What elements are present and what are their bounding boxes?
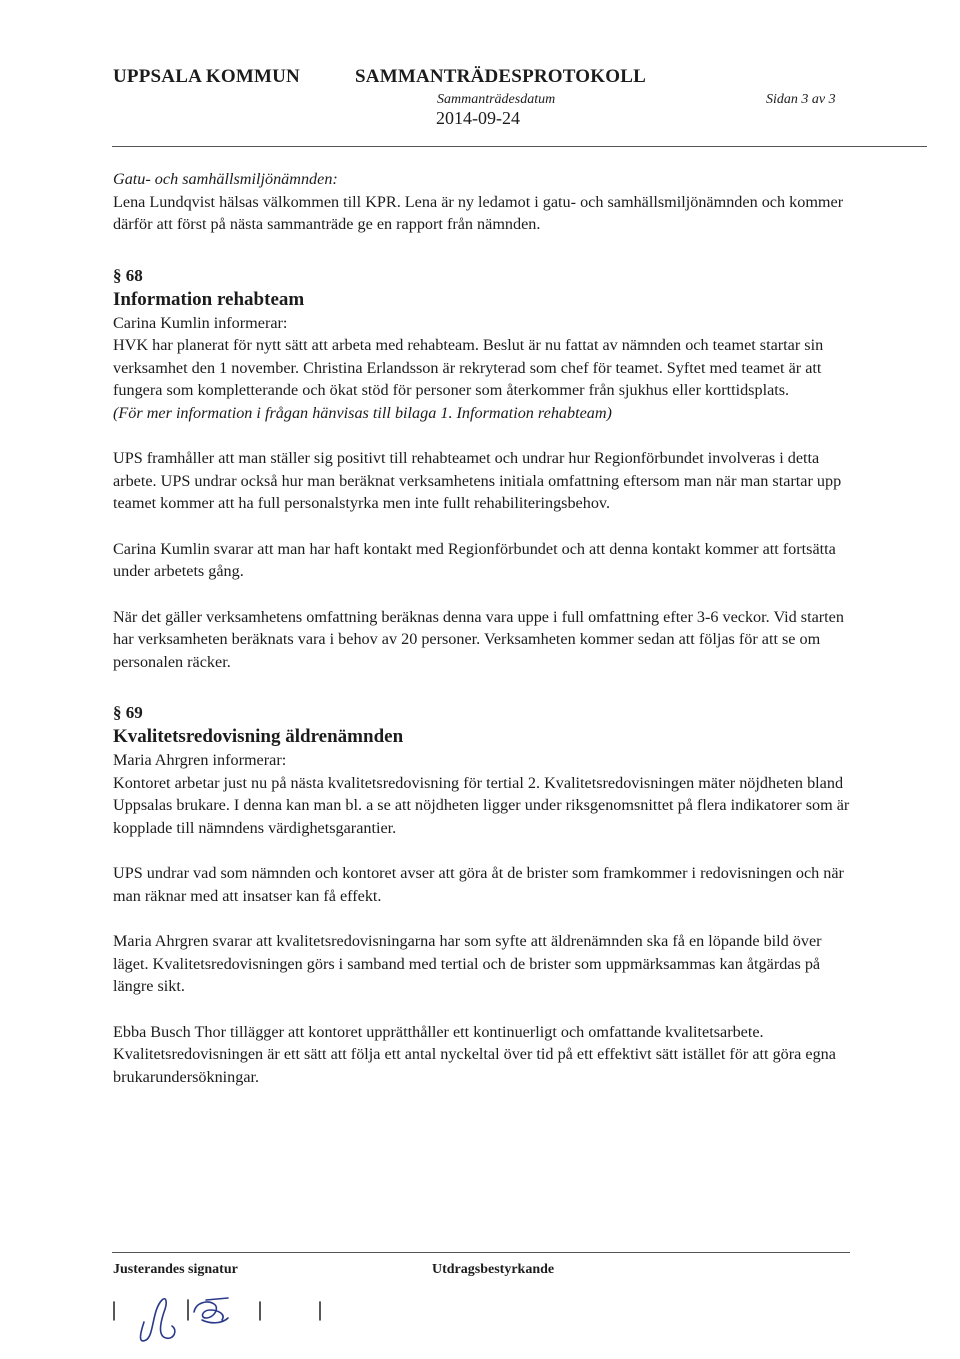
protocol-body [113, 168, 858, 1088]
signature-label: Justerandes signatur [113, 1262, 238, 1277]
spacer [113, 583, 858, 606]
section-69-presenter: Maria Ahrgren informerar: [113, 751, 287, 769]
section-68-presenter: Carina Kumlin informerar: [113, 313, 288, 332]
section-68-title: Information rehabteam [113, 288, 305, 310]
section-68-paragraph-1: HVK har planerat för nytt sätt att arbeta med rehabteam. Beslut är nu fattat av nämnden och teamet startar sin verksamhet den 1 november. Christina Erlandsson är rekryterad som chef för teamet. Syftet med teamet är att fungera som kompletterande och ökat stöd för personer som återkommer från sjukhus eller korttidsplats. [113, 336, 824, 399]
footer-divider [112, 1252, 850, 1253]
section-68-paragraph-2: UPS framhåller att man ställer sig positivt till rehabteamet och undrar hur Regionförbundet involveras i detta arbete. UPS undrar också hur man beräknat verksamhetens initiala omfattning eftersom man när man startar upp teamet kommer att ha full personalstyrka men inte fullt rehabiliteringsbehov. [113, 449, 842, 512]
section-68-note: (För mer information i frågan hänvisas till bilaga 1. Information rehabteam) [113, 403, 612, 422]
section-69-paragraph-1: Kontoret arbetar just nu på nästa kvalitetsredovisning för tertial 2. Kvalitetsredovisningen mäter nöjdheten bland Uppsalas brukare. I denna kan man bl. a se att nöjdheten ligger under riksgenomsnittet på flera indikatorer som är kopplade till nämndens värdighetsgarantier. [113, 773, 850, 837]
meeting-date: 2014-09-24 [436, 108, 520, 128]
section-68-paragraph-3: Carina Kumlin svarar att man har haft kontakt med Regionförbundet och att denna kontakt kommer att fortsätta under arbetets gång. [113, 539, 836, 580]
handwritten-signature [110, 1290, 350, 1350]
spacer [113, 515, 858, 538]
section-69-number: § 69 [113, 703, 143, 722]
section-69-paragraph-3: Maria Ahrgren svarar att kvalitetsredovisningarna har som syfte att äldrenämnden ska få en löpande bild över läget. Kvalitetsredovisningen görs i samband med tertial och de brister som uppmärksammas kan åtgärdas på längre sikt. [113, 932, 822, 995]
spacer [113, 998, 858, 1021]
header-divider [112, 146, 927, 147]
certification-label: Utdragsbestyrkande [432, 1262, 555, 1277]
spacer [113, 236, 858, 264]
section-69-title: Kvalitetsredovisning äldrenämnden [113, 726, 404, 747]
section-69-paragraph-2: UPS undrar vad som nämnden och kontoret avser att göra åt de brister som framkommer i redovisningen och när man räknar med att insatser kan få effekt. [113, 864, 844, 905]
page-number: Sidan 3 av 3 [766, 92, 836, 107]
section-69-paragraph-4: Ebba Busch Thor tillägger att kontoret upprätthåller ett kontinuerligt och omfattande kvalitetsarbete. Kvalitetsredovisningen är ett sätt att följa ett antal nyckeltal över tid på ett effektivt sätt istället för att göra egna brukarundersökningar. [113, 1022, 836, 1086]
section-68-number: § 68 [113, 265, 143, 285]
meeting-date-label: Sammanträdesdatum [437, 92, 556, 107]
organization-name: UPPSALA KOMMUN [113, 66, 300, 87]
spacer [113, 907, 858, 930]
spacer [113, 424, 858, 447]
intro-text: Lena Lundqvist hälsas välkommen till KPR. Lena är ny ledamot i gatu- och samhällsmiljönämnden och kommer därför att först på nästa sammanträde ge en rapport från nämnden. [113, 192, 844, 233]
section-68-paragraph-4: När det gäller verksamhetens omfattning beräknas denna vara uppe i full omfattning efter 3-6 veckor. Vid starten har verksamheten beräknats vara i behov av 20 personer. Verksamheten kommer sedan att följas för att se om personalen räcker. [113, 607, 844, 671]
document-type: SAMMANTRÄDESPROTOKOLL [355, 66, 646, 87]
spacer [113, 839, 858, 862]
spacer [113, 673, 858, 701]
intro-heading: Gatu- och samhällsmiljönämnden: [113, 170, 338, 188]
